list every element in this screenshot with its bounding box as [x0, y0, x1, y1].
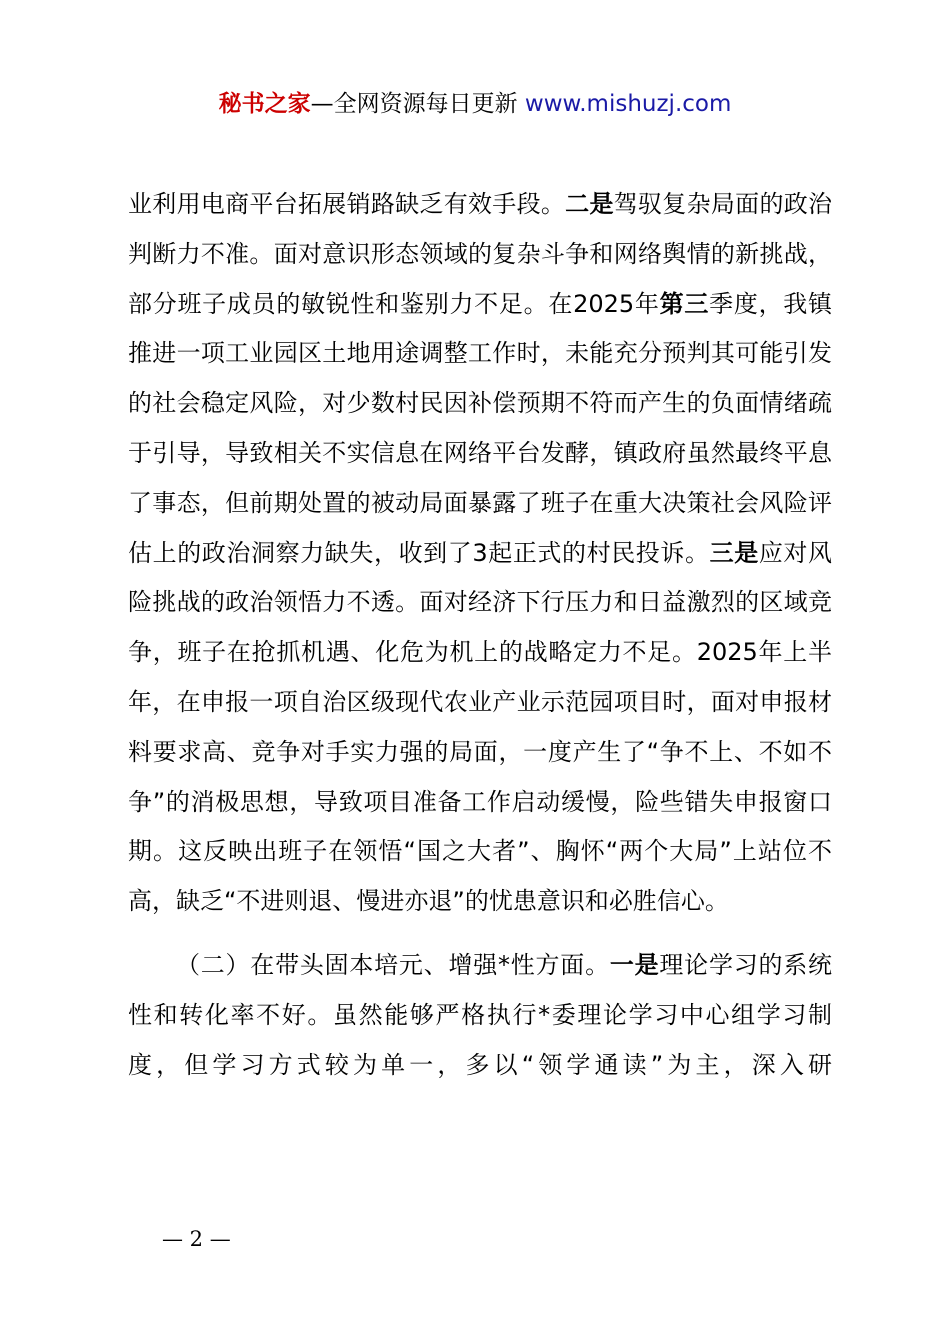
para1-bold-sanshi: 三是 — [709, 538, 759, 567]
para1-bold-erse: 二是 — [565, 190, 614, 218]
para2-text-2: 理论学习的系统性和转化率不好。虽然能够严格执行*委理论学习中心组学习制度，但学习方式较为单一，多以“领学通读”为主，深入研 — [128, 950, 833, 1079]
document-body — [128, 180, 832, 1090]
para1-text-4: 应对风险挑战的政治领悟力不透。面对经济下行压力和日益激烈的区域竞争，班子在抢抓机遇、化危为机上的战略定力不足。2025年上半年，在申报一项自治区级现代农业产业示范园项目时，面对申报材料要求高、竞争对手实力强的局面，一度产生了“争不上、不如不争”的消极思想，导致项目准备工作启动缓慢，险些错失申报窗口期。这反映出班子在领悟“国之大者”、胸怀“两个大局”上站位不高，缺乏“不进则退、慢进亦退”的忧患意识和必胜信心。 — [128, 538, 833, 916]
para1-text-1: 业利用电商平台拓展销路缺乏有效手段。 — [128, 190, 566, 218]
paragraph-1 — [128, 180, 832, 927]
para1-bold-disan: 第三 — [659, 289, 710, 318]
header-slogan: —全网资源每日更新 — [310, 91, 518, 117]
para1-text-3: 季度，我镇推进一项工业园区土地用途调整工作时，未能充分预判其可能引发的社会稳定风险，对少数村民因补偿预期不符而产生的负面情绪疏于引导，导致相关不实信息在网络平台发酵，镇政府虽然最终平息了事态，但前期处置的被动局面暴露了班子在重大决策社会风险评估上的政治洞察力缺失，收到了3起正式的村民投诉。 — [128, 289, 833, 567]
para2-bold-yishi: 一是 — [609, 950, 660, 979]
page-number: — 2 — — [162, 1227, 231, 1251]
para2-text-1: （二）在带头固本培元、增强*性方面。 — [176, 950, 610, 979]
para1-text-2: 驾驭复杂局面的政治判断力不准。面对意识形态领域的复杂斗争和网络舆情的新挑战，部分班子成员的敏锐性和鉴别力不足。在2025年 — [128, 190, 833, 318]
watermark-header — [0, 86, 950, 122]
paragraph-2 — [128, 941, 832, 1090]
site-url[interactable]: www.mishuzj.com — [524, 91, 732, 117]
brand-name: 秘书之家 — [218, 91, 311, 117]
